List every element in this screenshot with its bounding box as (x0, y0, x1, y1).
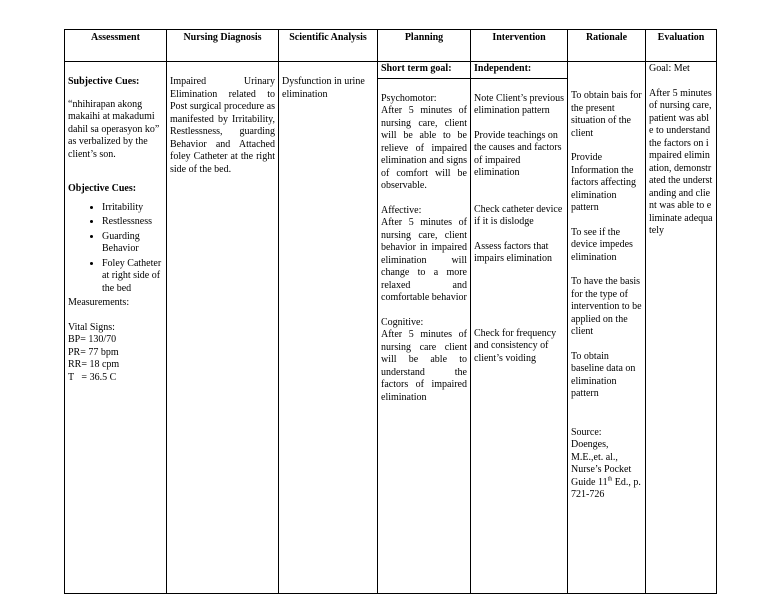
intervention-item: Assess factors that impairs elimination (474, 240, 553, 264)
evaluation-cell (646, 62, 717, 594)
assessment-cell (65, 62, 167, 594)
rationale-cell (568, 62, 646, 594)
intervention-item: Check for frequency and consistency of client’s voiding (474, 327, 557, 364)
subjective-cues-label: Subjective Cues: (68, 76, 140, 87)
intervention-item: Note Client’s previous elimination pattern (474, 92, 564, 116)
cognitive-text: After 5 minutes of nursing care client will be able to understand the factors of impaired elimination (381, 329, 467, 403)
header-rationale: Rationale (568, 30, 646, 62)
rationale-item: To obtain baseline data on elimination pattern (571, 350, 636, 399)
rationale-item: Provide Information the factors affecting elimination pattern (571, 152, 637, 213)
affective-text: After 5 minutes of nursing care, client behavior in impaired elimination will change to a more relaxed and comfortable behavior (381, 217, 467, 303)
objective-cues-list (68, 202, 163, 296)
header-intervention: Intervention (471, 30, 568, 62)
objective-cues-label: Objective Cues: (68, 183, 137, 194)
header-assessment: Assessment (65, 30, 167, 62)
vital-pr: PR= 77 bpm (68, 346, 119, 358)
rationale-item: To obtain bais for the present situation of the client (571, 90, 642, 139)
header-nursing-diagnosis: Nursing Diagnosis (167, 30, 279, 62)
intervention-cell (471, 62, 568, 594)
list-item: • Irritability (102, 202, 163, 215)
measurements-label: Measurements: (68, 297, 130, 308)
psychomotor-label: Psychomotor: (381, 92, 437, 104)
nursing-care-plan-table (64, 29, 717, 594)
planning-cell (378, 62, 471, 594)
independent-label: Independent: (471, 62, 567, 79)
rationale-item: To have the basis for the type of intervention to be applied on the client (571, 276, 642, 337)
cognitive-label: Cognitive: (381, 316, 424, 328)
intervention-item: Check catheter device if it is dislodge (474, 203, 563, 227)
intervention-item: Provide teachings on the causes and factors of impaired elimination (474, 129, 562, 178)
diagnosis-text: Impaired Urinary Elimination related to Post surgical procedure as manifested by Irritability, Restlessness, guarding Behavior and Attached foley Catheter at the right side of the bed. (170, 76, 275, 175)
header-row (65, 30, 717, 62)
vital-bp: BP= 130/70 (68, 334, 117, 345)
header-scientific-analysis: Scientific Analysis (279, 30, 378, 62)
source-citation: Doenges, M.E.,et. al., Nurse’s Pocket Guide 11th Ed., p. 721-726 (571, 439, 641, 500)
evaluation-text: After 5 minutes of nursing care, patient was able to understand the factors on impaired elimination, demonstrated the understanding and client was able to eliminate adequately (649, 87, 713, 236)
header-planning: Planning (378, 30, 471, 62)
rationale-item: To see if the device impedes elimination (571, 226, 633, 263)
care-plan-row (65, 62, 717, 594)
analysis-text: Dysfunction in urine elimination (282, 76, 365, 100)
header-evaluation: Evaluation (646, 30, 717, 62)
affective-label: Affective: (381, 204, 422, 216)
vital-signs-label: Vital Signs: (68, 321, 115, 333)
list-item: • Foley Catheter at right side of the bed (102, 258, 163, 296)
subjective-cues-text: “nhihirapan akong makaihi at makadumi dahil sa operasyon ko” as verbalized by the client’s son. (68, 98, 160, 160)
short-term-goal-label: Short term goal: (378, 62, 470, 79)
source-label: Source: (571, 426, 602, 438)
list-item: • Restlessness (102, 216, 163, 229)
list-item: • Guarding Behavior (102, 231, 163, 256)
goal-status: Goal: Met (649, 63, 690, 74)
analysis-cell (279, 62, 378, 594)
psychomotor-text: After 5 minutes of nursing care, client will be able to be relieve of impaired elimination and signs of comfort will be observable. (381, 105, 467, 191)
diagnosis-cell (167, 62, 279, 594)
vital-rr: RR= 18 cpm (68, 359, 120, 370)
vital-temp: T = 36.5 C (68, 371, 117, 383)
